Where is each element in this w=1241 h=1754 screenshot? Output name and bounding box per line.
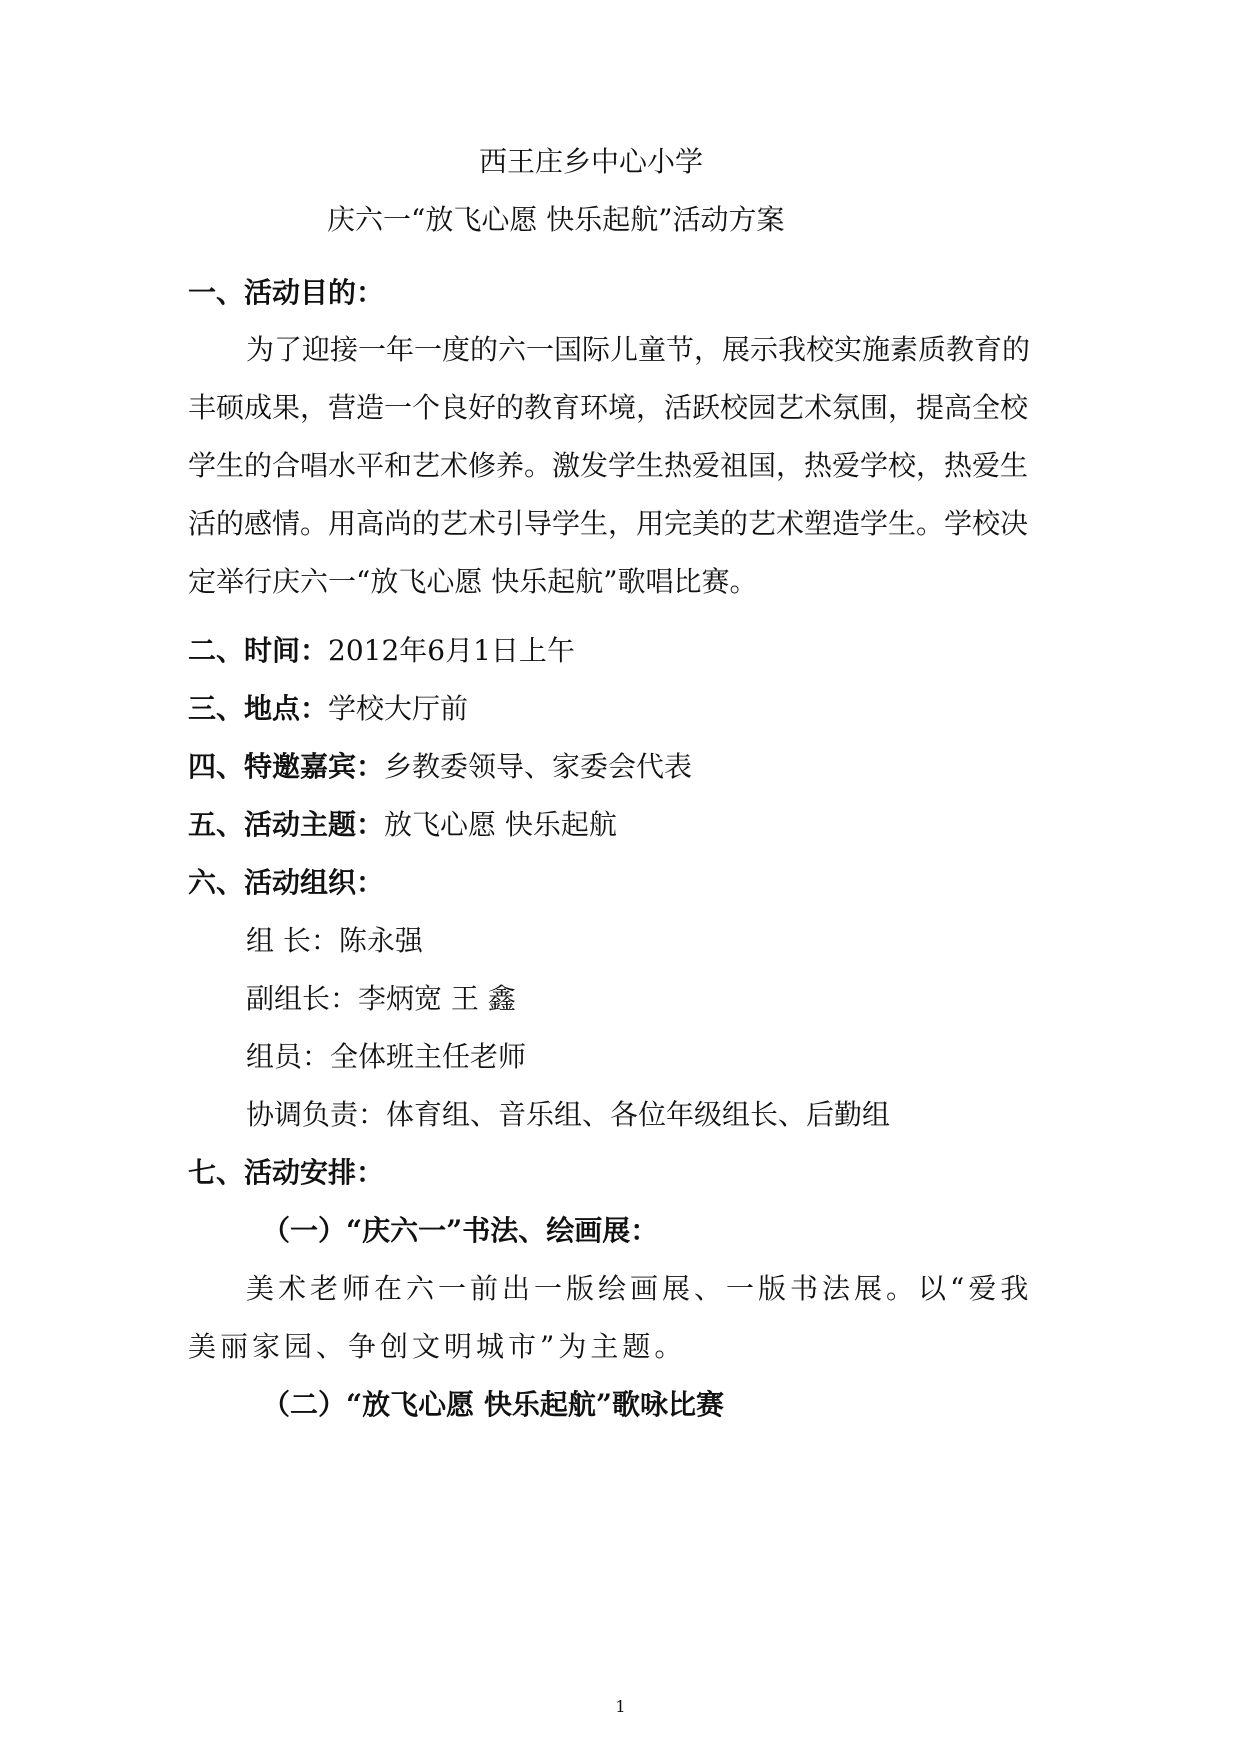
section5-heading: 五、活动主题： [188,808,385,841]
section6-line-deputy: 副组长：李炳宽 王 鑫 [246,982,516,1015]
section1-heading: 一、活动目的： [188,276,385,309]
section3-heading: 三、地点： [188,692,329,725]
section5-row [188,805,617,845]
section6-heading: 六、活动组织： [188,866,385,899]
section4-row [188,747,692,787]
section4-text: 乡教委领导、家委会代表 [384,750,693,783]
document-title-school: 西王庄乡中心小学 [479,145,704,178]
section1-paragraph-line: 定举行庆六一“放飞心愿 快乐起航”歌唱比赛。 [188,565,758,598]
section6-line-coordination: 协调负责：体育组、音乐组、各位年级组长、后勤组 [246,1098,891,1131]
section3-row [188,689,468,729]
section7-sub1-line: 美术老师在六一前出一版绘画展、一版书法展。以“爱我 [246,1272,1033,1305]
section5-text: 放飞心愿 快乐起航 [384,808,617,841]
section7-sub1-heading: （一）“庆六一”书法、绘画展： [262,1214,659,1247]
page-number: 1 [615,1697,626,1716]
section3-text: 学校大厅前 [328,692,469,725]
section1-paragraph-line: 活的感情。用高尚的艺术引导学生，用完美的艺术塑造学生。学校决 [188,507,1029,540]
document-title-activity: 庆六一“放飞心愿 快乐起航”活动方案 [327,203,785,236]
section7-sub1-line: 美丽家园、争创文明城市”为主题。 [188,1330,687,1363]
section2-text: 2012年6月1日上午 [328,634,575,667]
section1-paragraph-line: 学生的合唱水平和艺术修养。激发学生热爱祖国，热爱学校，热爱生 [188,449,1029,482]
section7-heading: 七、活动安排： [188,1156,385,1189]
section1-paragraph-line: 为了迎接一年一度的六一国际儿童节，展示我校实施素质教育的 [246,333,1031,366]
section6-line-leader: 组 长：陈永强 [246,924,423,957]
section7-sub2-heading: （二）“放飞心愿 快乐起航”歌咏比赛 [262,1388,724,1421]
section6-line-members: 组员：全体班主任老师 [246,1040,527,1073]
section2-heading: 二、时间： [188,634,329,667]
section1-paragraph-line: 丰硕成果，营造一个良好的教育环境，活跃校园艺术氛围，提高全校 [188,391,1029,424]
section4-heading: 四、特邀嘉宾： [188,750,385,783]
section2-row [188,631,575,671]
